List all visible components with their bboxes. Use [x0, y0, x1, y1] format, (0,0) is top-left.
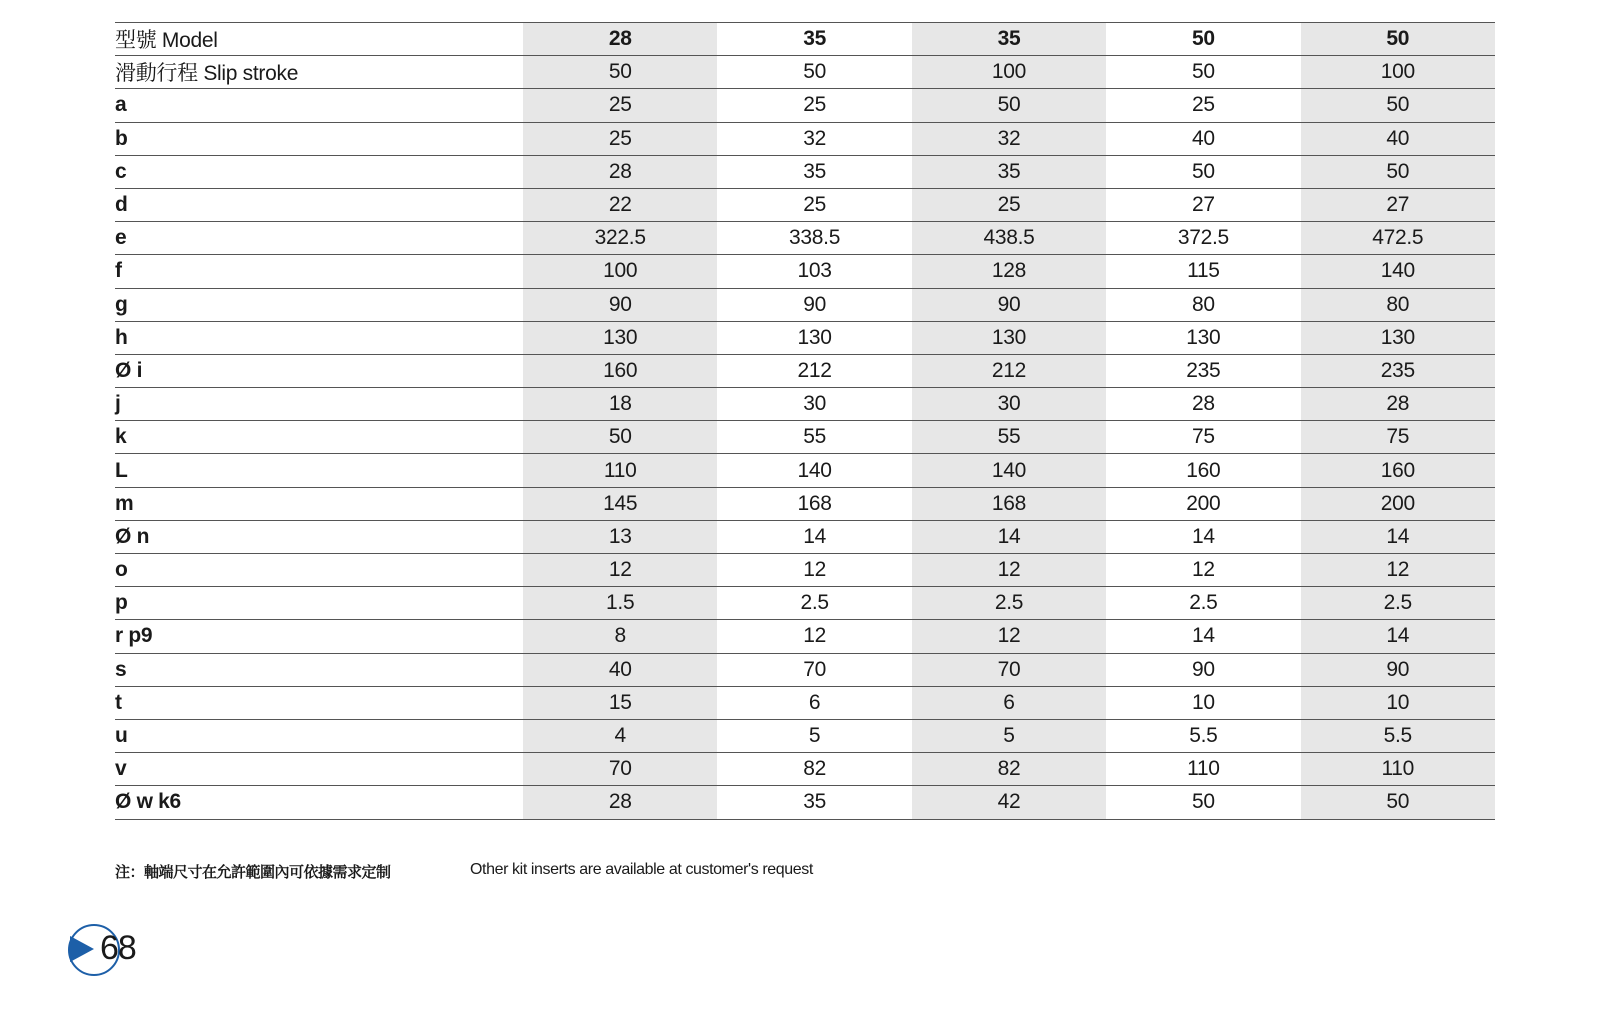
- value-cell: 50: [717, 56, 911, 89]
- value-cell: 82: [717, 753, 911, 786]
- value-cell: 90: [912, 288, 1106, 321]
- value-cell: 130: [717, 321, 911, 354]
- table-row: [115, 554, 1495, 587]
- value-cell: 212: [912, 354, 1106, 387]
- value-cell: 12: [523, 554, 717, 587]
- table-row: [115, 421, 1495, 454]
- value-cell: 5.5: [1301, 719, 1495, 752]
- value-cell: 160: [1106, 454, 1300, 487]
- page-number: 68: [100, 929, 136, 967]
- row-label: f: [115, 255, 523, 288]
- row-label: t: [115, 686, 523, 719]
- value-cell: 8: [523, 620, 717, 653]
- value-cell: 10: [1106, 686, 1300, 719]
- value-cell: 28: [523, 155, 717, 188]
- value-cell: 14: [1106, 520, 1300, 553]
- table-row: [115, 620, 1495, 653]
- row-label: b: [115, 122, 523, 155]
- value-cell: 140: [1301, 255, 1495, 288]
- value-cell: 130: [1301, 321, 1495, 354]
- value-cell: 14: [717, 520, 911, 553]
- value-cell: 12: [1301, 554, 1495, 587]
- value-cell: 100: [912, 56, 1106, 89]
- value-cell: 115: [1106, 255, 1300, 288]
- value-cell: 12: [717, 554, 911, 587]
- value-cell: 35: [912, 155, 1106, 188]
- spec-table: [115, 22, 1495, 820]
- value-cell: 140: [912, 454, 1106, 487]
- model-header-row: [115, 23, 1495, 56]
- table-row: [115, 653, 1495, 686]
- row-label: Ø n: [115, 520, 523, 553]
- value-cell: 200: [1301, 487, 1495, 520]
- row-label: a: [115, 89, 523, 122]
- value-cell: 4: [523, 719, 717, 752]
- value-cell: 14: [912, 520, 1106, 553]
- value-cell: 50: [912, 89, 1106, 122]
- row-label: c: [115, 155, 523, 188]
- value-cell: 42: [912, 786, 1106, 819]
- value-cell: 140: [717, 454, 911, 487]
- table-row: [115, 56, 1495, 89]
- page-arrow-shape: [70, 936, 94, 962]
- row-label: L: [115, 454, 523, 487]
- value-cell: 25: [523, 122, 717, 155]
- table-row: [115, 587, 1495, 620]
- value-cell: 160: [1301, 454, 1495, 487]
- row-label: s: [115, 653, 523, 686]
- value-cell: 32: [717, 122, 911, 155]
- table-row: [115, 188, 1495, 221]
- value-cell: 130: [912, 321, 1106, 354]
- row-label: r p9: [115, 620, 523, 653]
- model-cell: 35: [912, 23, 1106, 56]
- value-cell: 22: [523, 188, 717, 221]
- row-label: g: [115, 288, 523, 321]
- table-row: [115, 122, 1495, 155]
- value-cell: 28: [1106, 388, 1300, 421]
- value-cell: 472.5: [1301, 222, 1495, 255]
- value-cell: 12: [912, 554, 1106, 587]
- value-cell: 27: [1301, 188, 1495, 221]
- value-cell: 40: [523, 653, 717, 686]
- spec-table-body: [115, 23, 1495, 820]
- value-cell: 14: [1301, 520, 1495, 553]
- table-row: [115, 321, 1495, 354]
- table-row: [115, 520, 1495, 553]
- model-cell: 35: [717, 23, 911, 56]
- value-cell: 75: [1106, 421, 1300, 454]
- value-cell: 50: [1301, 89, 1495, 122]
- table-row: [115, 388, 1495, 421]
- value-cell: 372.5: [1106, 222, 1300, 255]
- value-cell: 80: [1301, 288, 1495, 321]
- value-cell: 50: [1301, 155, 1495, 188]
- value-cell: 55: [912, 421, 1106, 454]
- value-cell: 30: [912, 388, 1106, 421]
- table-row: [115, 719, 1495, 752]
- value-cell: 128: [912, 255, 1106, 288]
- value-cell: 90: [717, 288, 911, 321]
- value-cell: 145: [523, 487, 717, 520]
- value-cell: 90: [523, 288, 717, 321]
- value-cell: 14: [1106, 620, 1300, 653]
- table-row: [115, 786, 1495, 819]
- row-label: h: [115, 321, 523, 354]
- value-cell: 15: [523, 686, 717, 719]
- row-label: d: [115, 188, 523, 221]
- value-cell: 30: [717, 388, 911, 421]
- row-label: k: [115, 421, 523, 454]
- table-row: [115, 354, 1495, 387]
- value-cell: 90: [1106, 653, 1300, 686]
- value-cell: 27: [1106, 188, 1300, 221]
- value-cell: 82: [912, 753, 1106, 786]
- value-cell: 25: [912, 188, 1106, 221]
- value-cell: 438.5: [912, 222, 1106, 255]
- value-cell: 2.5: [1301, 587, 1495, 620]
- value-cell: 212: [717, 354, 911, 387]
- value-cell: 103: [717, 255, 911, 288]
- value-cell: 55: [717, 421, 911, 454]
- value-cell: 25: [717, 188, 911, 221]
- value-cell: 50: [1301, 786, 1495, 819]
- table-row: [115, 753, 1495, 786]
- row-label: u: [115, 719, 523, 752]
- row-label: m: [115, 487, 523, 520]
- value-cell: 160: [523, 354, 717, 387]
- model-cell: 28: [523, 23, 717, 56]
- value-cell: 2.5: [912, 587, 1106, 620]
- value-cell: 32: [912, 122, 1106, 155]
- value-cell: 110: [523, 454, 717, 487]
- note-chinese: 注：軸端尺寸在允許範圍內可依據需求定制: [115, 863, 391, 881]
- row-label: o: [115, 554, 523, 587]
- row-label: j: [115, 388, 523, 421]
- row-label: Ø w k6: [115, 786, 523, 819]
- value-cell: 13: [523, 520, 717, 553]
- value-cell: 14: [1301, 620, 1495, 653]
- value-cell: 5: [717, 719, 911, 752]
- table-row: [115, 454, 1495, 487]
- value-cell: 35: [717, 786, 911, 819]
- value-cell: 168: [912, 487, 1106, 520]
- table-row: [115, 288, 1495, 321]
- table-row: [115, 89, 1495, 122]
- note-english: Other kit inserts are available at customer's request: [470, 861, 813, 878]
- value-cell: 5.5: [1106, 719, 1300, 752]
- value-cell: 25: [1106, 89, 1300, 122]
- value-cell: 6: [912, 686, 1106, 719]
- value-cell: 5: [912, 719, 1106, 752]
- value-cell: 130: [523, 321, 717, 354]
- value-cell: 1.5: [523, 587, 717, 620]
- value-cell: 80: [1106, 288, 1300, 321]
- row-label: p: [115, 587, 523, 620]
- value-cell: 25: [717, 89, 911, 122]
- value-cell: 100: [523, 255, 717, 288]
- value-cell: 110: [1106, 753, 1300, 786]
- value-cell: 110: [1301, 753, 1495, 786]
- value-cell: 28: [1301, 388, 1495, 421]
- value-cell: 12: [717, 620, 911, 653]
- table-row: [115, 155, 1495, 188]
- value-cell: 100: [1301, 56, 1495, 89]
- value-cell: 168: [717, 487, 911, 520]
- value-cell: 75: [1301, 421, 1495, 454]
- row-label: v: [115, 753, 523, 786]
- value-cell: 235: [1106, 354, 1300, 387]
- table-row: [115, 255, 1495, 288]
- row-label: Ø i: [115, 354, 523, 387]
- value-cell: 40: [1301, 122, 1495, 155]
- value-cell: 12: [912, 620, 1106, 653]
- row-label: e: [115, 222, 523, 255]
- value-cell: 6: [717, 686, 911, 719]
- model-cell: 50: [1301, 23, 1495, 56]
- value-cell: 50: [523, 56, 717, 89]
- value-cell: 12: [1106, 554, 1300, 587]
- value-cell: 10: [1301, 686, 1495, 719]
- value-cell: 235: [1301, 354, 1495, 387]
- value-cell: 130: [1106, 321, 1300, 354]
- table-row: [115, 686, 1495, 719]
- value-cell: 50: [523, 421, 717, 454]
- value-cell: 25: [523, 89, 717, 122]
- row-label: 滑動行程 Slip stroke: [115, 56, 523, 89]
- value-cell: 90: [1301, 653, 1495, 686]
- value-cell: 200: [1106, 487, 1300, 520]
- value-cell: 338.5: [717, 222, 911, 255]
- value-cell: 50: [1106, 786, 1300, 819]
- value-cell: 28: [523, 786, 717, 819]
- value-cell: 70: [912, 653, 1106, 686]
- model-cell: 50: [1106, 23, 1300, 56]
- value-cell: 18: [523, 388, 717, 421]
- value-cell: 70: [717, 653, 911, 686]
- value-cell: 40: [1106, 122, 1300, 155]
- value-cell: 50: [1106, 56, 1300, 89]
- value-cell: 2.5: [1106, 587, 1300, 620]
- row-label: 型號 Model: [115, 23, 523, 56]
- table-row: [115, 487, 1495, 520]
- value-cell: 50: [1106, 155, 1300, 188]
- value-cell: 2.5: [717, 587, 911, 620]
- table-row: [115, 222, 1495, 255]
- value-cell: 70: [523, 753, 717, 786]
- value-cell: 322.5: [523, 222, 717, 255]
- value-cell: 35: [717, 155, 911, 188]
